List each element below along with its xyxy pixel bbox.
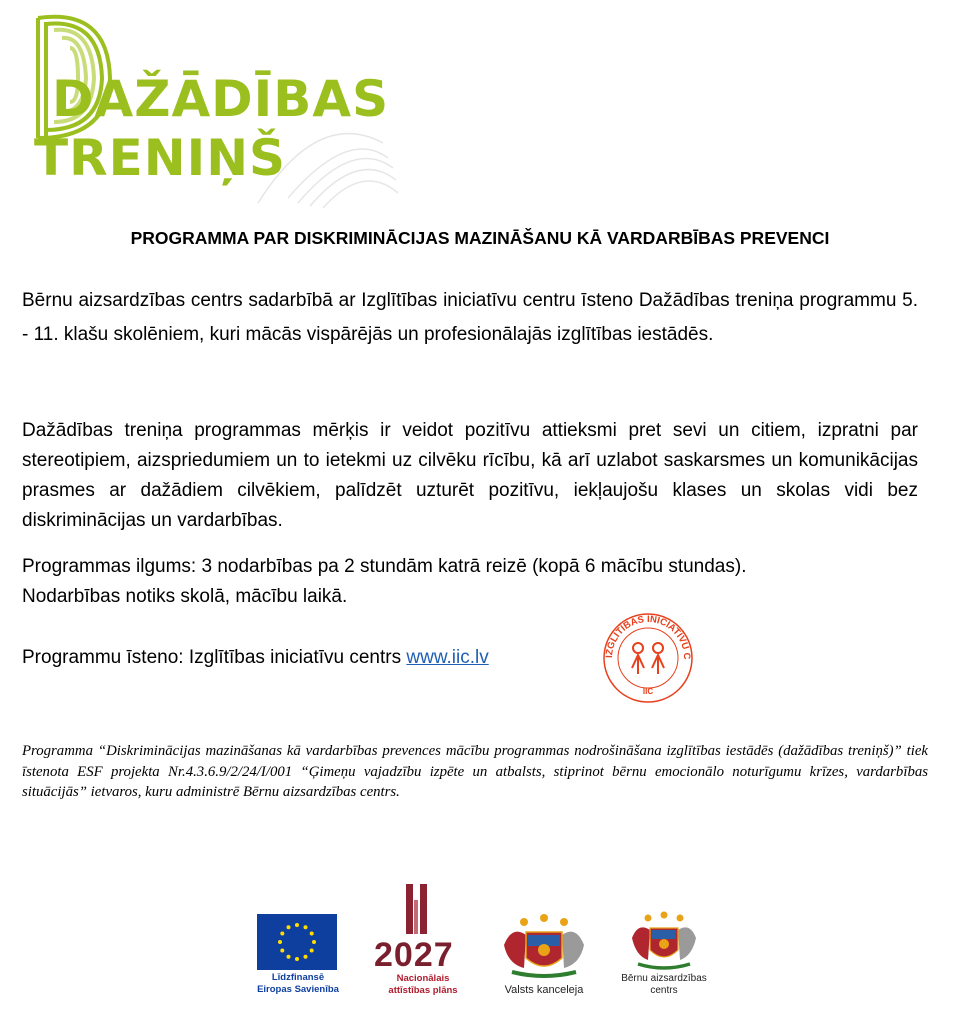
iic-website-link[interactable]: www.iic.lv xyxy=(406,647,489,668)
iic-abbr: IIC xyxy=(642,687,654,696)
eu-text-line-1: Līdzfinansē xyxy=(271,972,325,983)
logo-line-1: DAŽĀDĪBAS xyxy=(52,70,390,128)
state-chancellery-logo xyxy=(494,880,594,1010)
bac-text-line-2: centrs xyxy=(650,985,678,996)
goal-paragraph: Dažādības treniņa programmas mērķis ir veidot pozitīvu attieksmi pret sevi un citiem, izpratni par stereotipiem, aizspriedumiem un to ietekmi uz cilvēku rīcību, kā arī uzlabot saskarsmes un komunikācijas prasmes ar dažādiem cilvēkiem, palīdzēt uzturēt pozitīvu, iekļaujošu klases un skolas vidi bez diskriminācijas un vardarbības. xyxy=(22,420,918,531)
national-development-plan-logo xyxy=(368,880,478,1010)
small-coat-of-arms-icon xyxy=(616,880,712,972)
childrens-protection-centre-logo xyxy=(616,880,712,1010)
nap-bars-icon xyxy=(368,880,478,940)
duration-text: Programmas ilgums: 3 nodarbības pa 2 stundām katrā reizē (kopā 6 mācību stundas). xyxy=(22,556,747,577)
eu-logo xyxy=(256,880,340,1010)
implementer-line xyxy=(22,643,489,673)
intro-paragraph: Bērnu aizsardzības centrs sadarbībā ar Izglītības iniciatīvu centru īsteno Dažādības treniņa programmu 5. - 11. klašu skolēniem, kuri mācās vispārējās un profesionālajās izglītības iestādēs. xyxy=(22,290,918,345)
nap-text-line-2: attīstības plāns xyxy=(388,985,458,996)
funding-footnote: Programma “Diskriminācijas mazināšanas kā vardarbības prevences mācību programmas nodrošināšana izglītības iestādēs (dažādības treniņš)” tiek īstenota ESF projekta Nr.4.3.6.9/2/24/I/001 “Ģimeņu vajadzību izpēte un atbalsts, stiprinot bērnu emocionālo noturīgumu krīzes, vardarbības situācijās” ietvaros, kuru administrē Bērnu aizsardzības centrs. xyxy=(22,743,928,800)
logo-line-2: TRENIŅŠ xyxy=(34,129,287,187)
bac-text-line-1: Bērnu aizsardzības xyxy=(621,973,707,984)
nap-year: 2027 xyxy=(374,936,454,974)
dazadibas-trenins-logo xyxy=(18,8,398,208)
iic-logo xyxy=(598,608,698,703)
iic-ring-text: IZGLĪTĪBAS INICIATĪVU C xyxy=(603,613,693,660)
coat-of-arms-icon xyxy=(494,880,594,980)
eu-text-line-2: Eiropas Savienība xyxy=(257,984,339,995)
nap-text-line-1: Nacionālais xyxy=(396,973,450,984)
implementer-label: Programmu īsteno: Izglītības iniciatīvu centrs xyxy=(22,647,407,668)
vk-label: Valsts kanceleja xyxy=(504,984,584,996)
page-title: PROGRAMMA PAR DISKRIMINĀCIJAS MAZINĀŠANU KĀ VARDARBĪBAS PREVENCI xyxy=(130,228,830,248)
svg-text:IZGLĪTĪBAS INICIATĪVU CENTRS xyxy=(598,608,692,660)
eu-flag-icon xyxy=(257,914,337,970)
location-text: Nodarbības notiks skolā, mācību laikā. xyxy=(22,586,348,607)
